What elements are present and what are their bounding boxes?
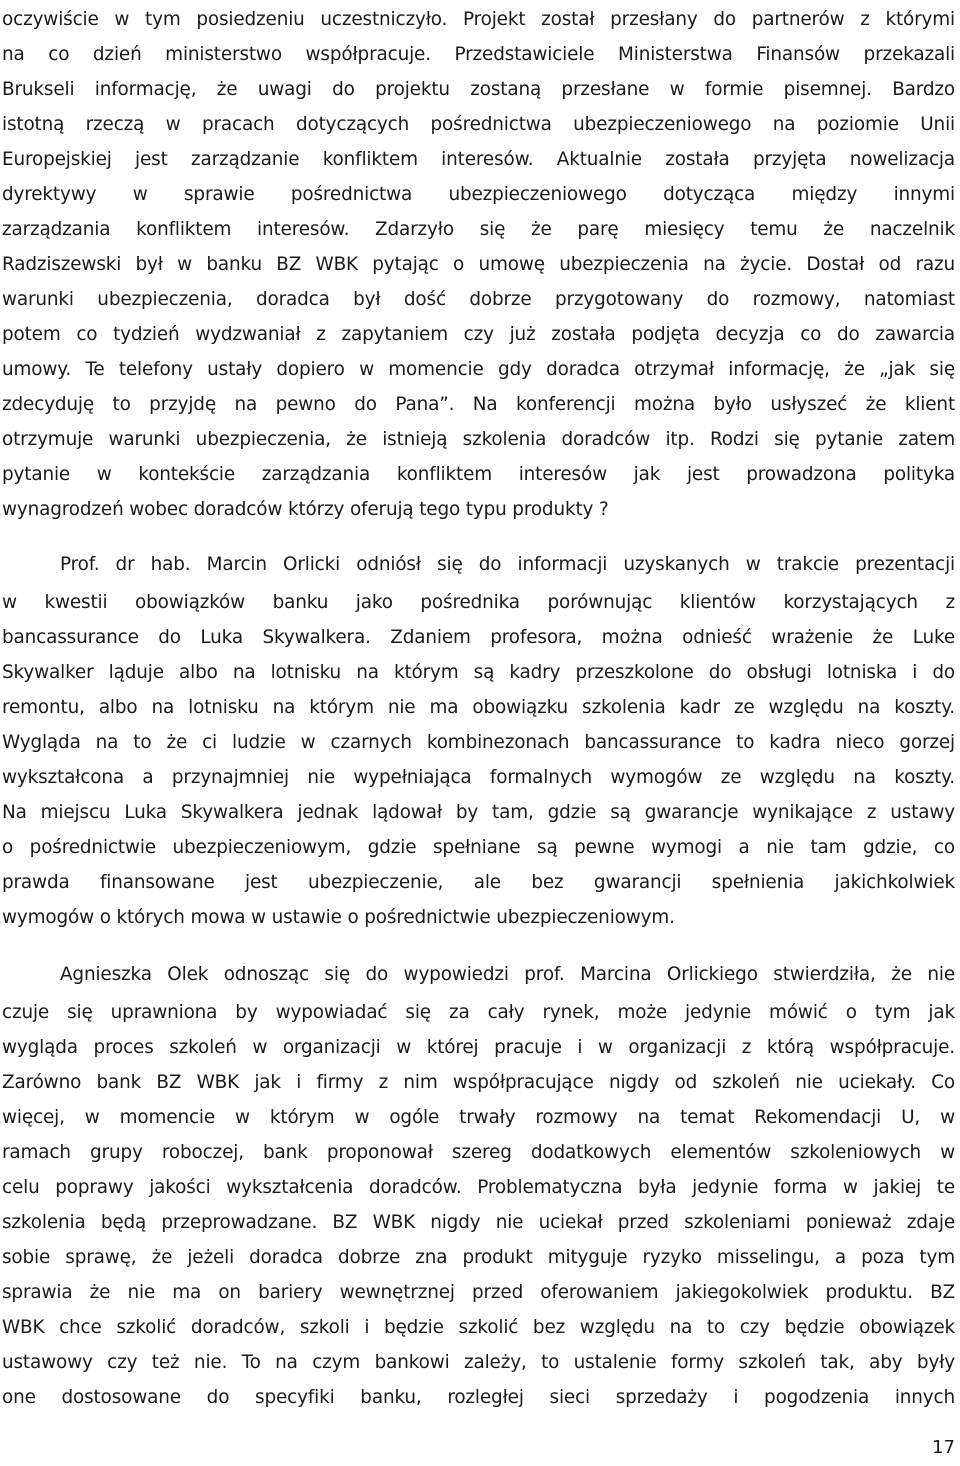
text-line: sprawia że nie ma on bariery wewnętrznej przed oferowaniem jakiegokolwiek produktu. BZ: [2, 1282, 955, 1303]
text-line: umowy. Te telefony ustały dopiero w momencie gdy doradca otrzymał informację, że „jak się: [2, 359, 955, 380]
text-line: sobie sprawę, że jeżeli doradca dobrze zna produkt mityguje ryzyko misselingu, a poza tym: [2, 1247, 955, 1268]
text-line: potem co tydzień wydzwaniał z zapytaniem czy już została podjęta decyzja co do zawarcia: [2, 324, 955, 345]
text-line: dyrektywy w sprawie pośrednictwa ubezpieczeniowego dotycząca między innymi: [2, 184, 955, 205]
text-line: Zarówno bank BZ WBK jak i firmy z nim współpracujące nigdy od szkoleń nie uciekały. Co: [2, 1072, 955, 1093]
text-line: zdecyduję to przyjdę na pewno do Pana”. Na konferencji można było usłyszeć że klient: [2, 394, 955, 415]
text-line: zarządzania konfliktem interesów. Zdarzyło się że parę miesięcy temu że naczelnik: [2, 219, 955, 240]
text-line: warunki ubezpieczenia, doradca był dość dobrze przygotowany do rozmowy, natomiast: [2, 289, 955, 310]
text-line: Skywalker ląduje albo na lotnisku na którym są kadry przeszkolone do obsługi lotniska i do: [2, 662, 955, 683]
text-line: Agnieszka Olek odnosząc się do wypowiedzi prof. Marcina Orlickiego stwierdziła, że nie: [60, 964, 955, 985]
text-line: one dostosowane do specyfiki banku, rozległej sieci sprzedaży i pogodzenia innych: [2, 1387, 955, 1408]
text-line: Europejskiej jest zarządzanie konfliktem interesów. Aktualnie została przyjęta nowelizacja: [2, 149, 955, 170]
text-line: czuje się uprawniona by wypowiadać się za cały rynek, może jedynie mówić o tym jak: [2, 1002, 955, 1023]
text-line: bancassurance do Luka Skywalkera. Zdaniem profesora, można odnieść wrażenie że Luke: [2, 627, 955, 648]
text-line: pytanie w kontekście zarządzania konfliktem interesów jak jest prowadzona polityka: [2, 464, 955, 485]
text-line: prawda finansowane jest ubezpieczenie, ale bez gwarancji spełnienia jakichkolwiek: [2, 872, 955, 893]
text-line: na co dzień ministerstwo współpracuje. Przedstawiciele Ministerstwa Finansów przekazali: [2, 44, 955, 65]
text-line: więcej, w momencie w którym w ogóle trwały rozmowy na temat Rekomendacji U, w: [2, 1107, 955, 1128]
text-line: celu poprawy jakości wykształcenia doradców. Problematyczna była jedynie forma w jakiej te: [2, 1177, 955, 1198]
text-line: WBK chce szkolić doradców, szkoli i będzie szkolić bez względu na to czy będzie obowiązek: [2, 1317, 955, 1338]
text-line: szkolenia będą przeprowadzane. BZ WBK nigdy nie uciekał przed szkoleniami ponieważ zdaje: [2, 1212, 955, 1233]
text-line: o pośrednictwie ubezpieczeniowym, gdzie spełniane są pewne wymogi a nie tam gdzie, co: [2, 837, 955, 858]
text-line: remontu, albo na lotnisku na którym nie ma obowiązku szkolenia kadr ze względu na koszty.: [2, 697, 955, 718]
text-line: Wygląda na to że ci ludzie w czarnych kombinezonach bancassurance to kadra nieco gorzej: [2, 732, 955, 753]
text-line: ramach grupy roboczej, bank proponował szereg dodatkowych elementów szkoleniowych w: [2, 1142, 955, 1163]
text-line: otrzymuje warunki ubezpieczenia, że istnieją szkolenia doradców itp. Rodzi się pytanie zatem: [2, 429, 955, 450]
text-line: wynagrodzeń wobec doradców którzy oferują tego typu produkty ?: [2, 499, 609, 520]
text-line: oczywiście w tym posiedzeniu uczestniczyło. Projekt został przesłany do partnerów z którymi: [2, 9, 955, 30]
text-line: wykształcona a przynajmniej nie wypełniająca formalnych wymogów ze względu na koszty.: [2, 767, 955, 788]
text-line: wygląda proces szkoleń w organizacji w której pracuje i w organizacji z którą współpracuje.: [2, 1037, 955, 1058]
text-line: wymogów o których mowa w ustawie o pośrednictwie ubezpieczeniowym.: [2, 907, 675, 928]
text-line: w kwestii obowiązków banku jako pośrednika porównując klientów korzystających z: [2, 592, 955, 613]
page-number: 17: [932, 1437, 955, 1458]
text-line: Prof. dr hab. Marcin Orlicki odniósł się do informacji uzyskanych w trakcie prezentacji: [60, 554, 955, 575]
text-line: Radziszewski był w banku BZ WBK pytając o umowę ubezpieczenia na życie. Dostał od razu: [2, 254, 955, 275]
text-line: Brukseli informację, że uwagi do projektu zostaną przesłane w formie pisemnej. Bardzo: [2, 79, 955, 100]
text-line: Na miejscu Luka Skywalkera jednak lądował by tam, gdzie są gwarancje wynikające z ustawy: [2, 802, 955, 823]
text-line: ustawowy czy też nie. To na czym bankowi zależy, to ustalenie formy szkoleń tak, aby były: [2, 1352, 955, 1373]
text-line: istotną rzeczą w pracach dotyczących pośrednictwa ubezpieczeniowego na poziomie Unii: [2, 114, 955, 135]
